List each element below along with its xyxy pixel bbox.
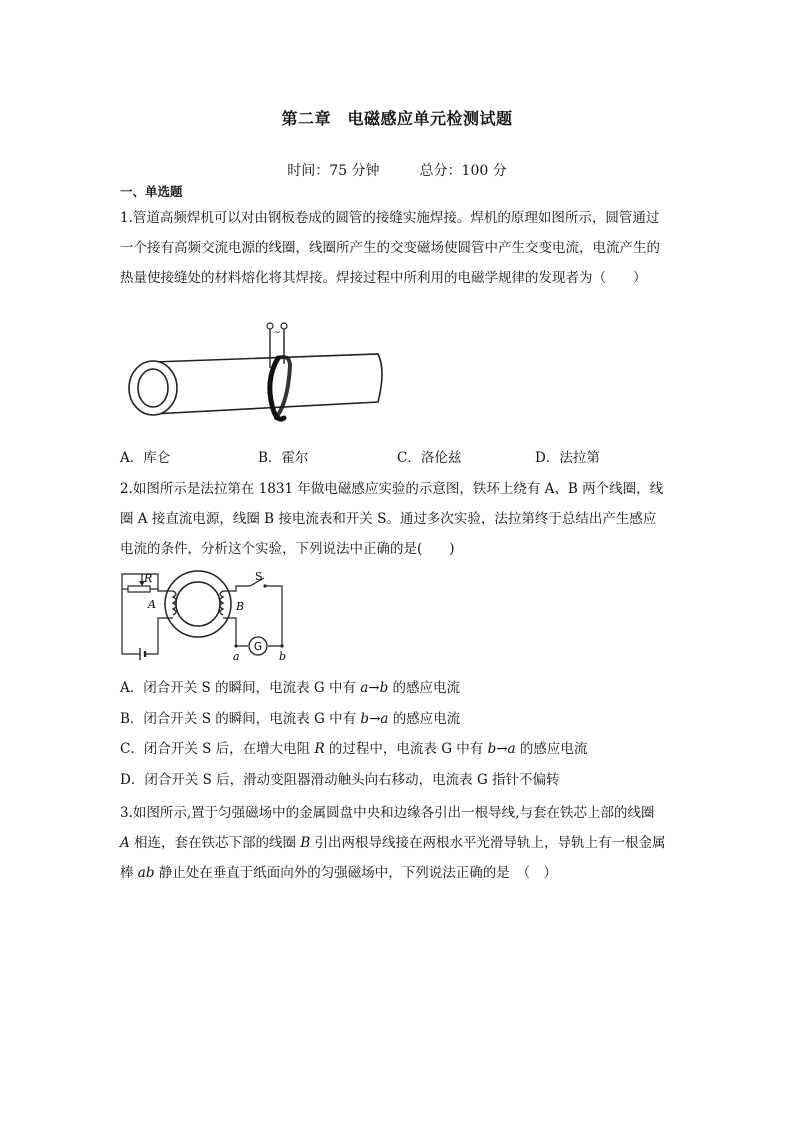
welding-pipe-figure <box>128 322 388 432</box>
question-1-text <box>120 203 680 293</box>
option-b: B．霍尔 <box>258 450 309 466</box>
question-2-line: 圈 A 接直流电源，线圈 B 接电流表和开关 S。通过多次实验，法拉第终于总结出产生感应 <box>120 511 657 527</box>
ac-source-symbol: ~ <box>273 328 281 338</box>
label-coil-a: A <box>148 598 156 611</box>
label-coil-b: B <box>236 600 245 613</box>
option-d: D．闭合开关 S 后，滑动变阻器滑动触头向右移动，电流表 G 指针不偏转 <box>120 772 560 788</box>
question-3-line: 3.如图所示,置于匀强磁场中的金属圆盘中央和边缘各引出一根导线,与套在铁芯上部的线圈 <box>120 805 655 821</box>
galvanometer-label: G <box>253 641 263 653</box>
option-c: C．闭合开关 S 后，在增大电阻 R 的过程中，电流表 G 中有 b→a 的感应电流 <box>120 741 588 757</box>
question-3-line: 棒 ab 静止处在垂直于纸面向外的匀强磁场中，下列说法正确的是 （ ） <box>120 865 558 881</box>
question-1-line: 一个接有高频交流电源的线圈，线圈所产生的交变磁场使圆管中产生交变电流，电流产生的 <box>120 240 660 256</box>
page-title: 第二章 电磁感应单元检测试题 <box>281 109 513 128</box>
time-limit: 时间：75 分钟 <box>287 163 380 179</box>
total-score: 总分：100 分 <box>419 163 507 179</box>
option-c: C．洛伦兹 <box>397 450 462 466</box>
question-2-line: 2.如图所示是法拉第在 1831 年做电磁感应实验的示意图，铁环上绕有 A、B 两个线圈，线 <box>120 481 664 497</box>
option-b: B．闭合开关 S 的瞬间，电流表 G 中有 b→a 的感应电流 <box>120 711 461 727</box>
section-heading: 一、单选题 <box>120 184 183 199</box>
question-1-line: 1.管道高频焊机可以对由钢板卷成的圆管的接缝实施焊接。焊机的原理如图所示，圆管通过 <box>120 210 660 226</box>
question-2-line: 电流的条件，分析这个实验，下列说法中正确的是( ) <box>120 541 455 557</box>
label-point-b: b <box>279 650 287 663</box>
faraday-ring-figure <box>118 568 298 663</box>
label-r: R <box>144 572 153 585</box>
question-3-line: A 相连，套在铁芯下部的线圈 B 引出两根导线接在两根水平光滑导轨上，导轨上有一根金属 <box>120 835 666 851</box>
option-a: A．库仑 <box>120 450 171 466</box>
option-d: D．法拉第 <box>535 450 600 466</box>
option-a: A．闭合开关 S 的瞬间，电流表 G 中有 a→b 的感应电流 <box>120 680 461 696</box>
question-1-line: 热量使接缝处的材料熔化将其焊接。焊接过程中所利用的电磁学规律的发现者为（ ） <box>120 270 647 286</box>
label-point-a: a <box>233 650 240 663</box>
label-s: S <box>255 570 263 583</box>
exam-meta <box>0 160 794 180</box>
question-2-text <box>120 474 680 564</box>
question-3-text <box>120 798 680 888</box>
